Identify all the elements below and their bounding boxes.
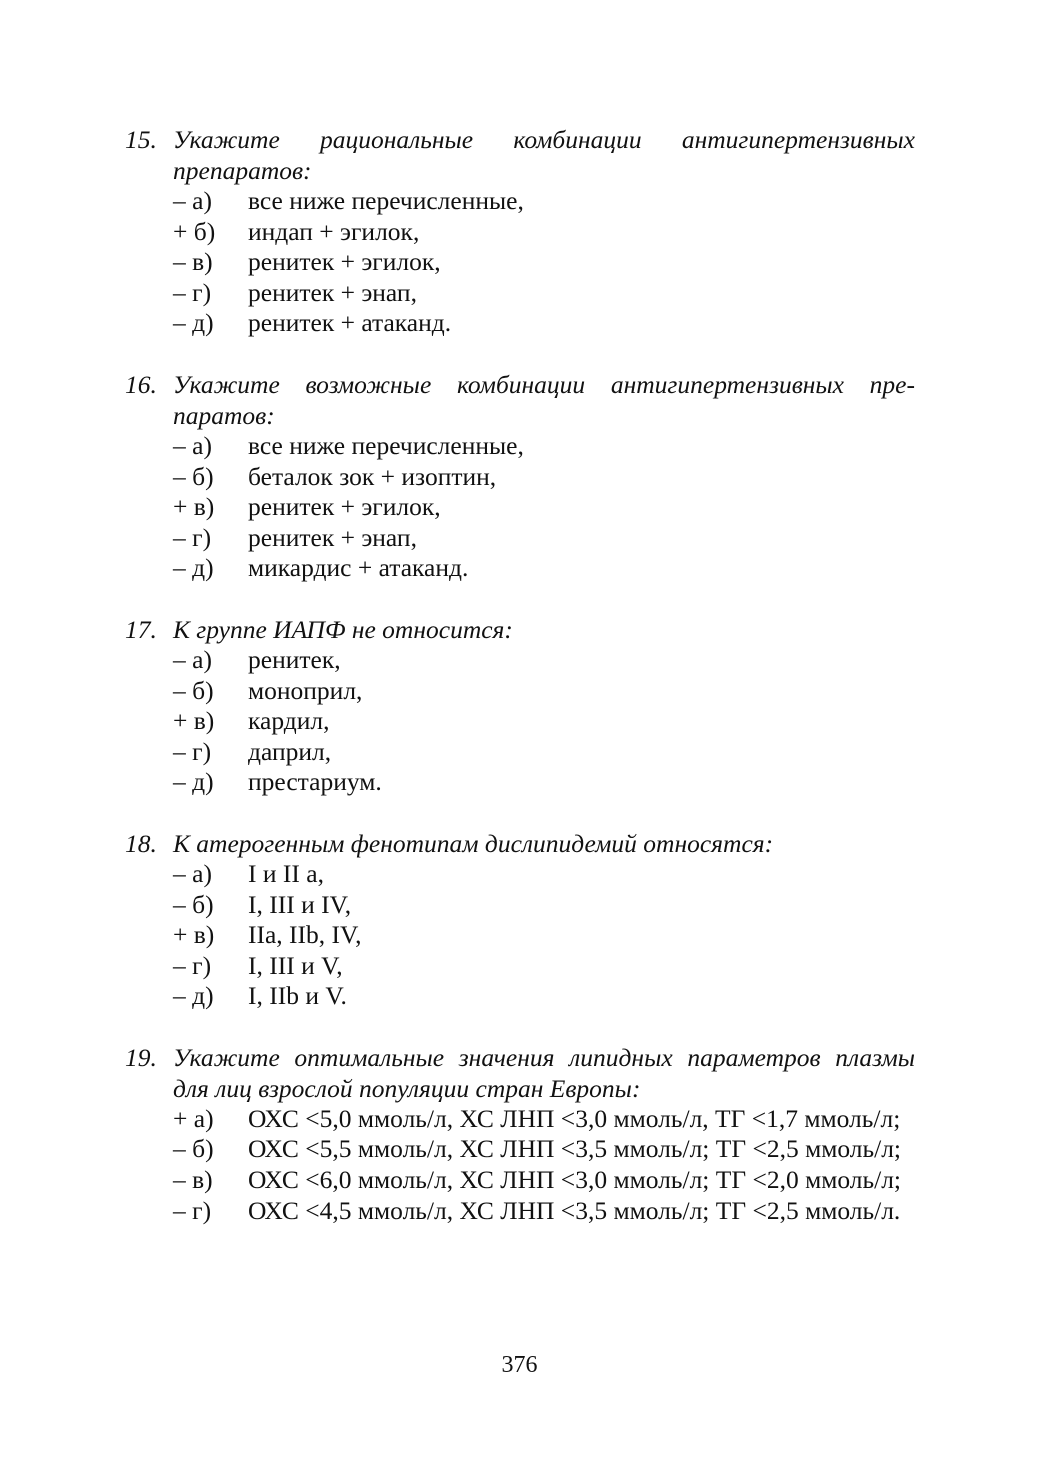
option-mark: – д): [173, 767, 214, 797]
option-mark: – г): [173, 736, 212, 766]
question-number: 18.: [125, 828, 157, 858]
option-text: I, III и IV,: [248, 889, 352, 919]
question-header: [125, 369, 915, 431]
option-text: индап + эгилок,: [248, 216, 420, 246]
answer-option: [125, 737, 915, 768]
question-header: [125, 124, 915, 186]
option-mark: – б): [173, 889, 214, 919]
option-text: ОХС <5,0 ммоль/л, ХС ЛНП <3,0 ммоль/л, ТГ <1,7 ммоль/л;: [248, 1103, 901, 1133]
answer-option: [125, 645, 915, 676]
option-text: I и II а,: [248, 858, 324, 888]
option-text: ренитек,: [248, 644, 341, 674]
option-text: ренитек + атаканд.: [248, 308, 452, 338]
option-mark: – а): [173, 644, 212, 674]
option-mark: – г): [173, 277, 212, 307]
option-text: даприл,: [248, 736, 332, 766]
option-text: ОХС <4,5 ммоль/л, ХС ЛНП <3,5 ммоль/л; ТГ <2,5 ммоль/л.: [248, 1195, 901, 1225]
option-text: моноприл,: [248, 675, 363, 705]
option-text: ренитек + эгилок,: [248, 492, 441, 522]
answer-option: [125, 186, 915, 217]
option-mark: – д): [173, 981, 214, 1011]
answer-option: [125, 431, 915, 462]
answer-option: [125, 859, 915, 890]
question-text: Укажите оптимальные значения липидных параметров плазмы для лиц взрослой популяции стран Европы:: [173, 1042, 915, 1103]
question-number: 15.: [125, 125, 157, 154]
option-text: ренитек + энап,: [248, 522, 417, 552]
answer-option: [125, 247, 915, 278]
option-mark: – в): [173, 247, 213, 277]
question-header: [125, 614, 915, 645]
answer-option: [125, 308, 915, 339]
option-mark: + в): [173, 492, 215, 522]
question-18: [125, 828, 915, 1012]
option-text: ренитек + эгилок,: [248, 247, 441, 277]
option-mark: – б): [173, 1134, 214, 1164]
question-text: Укажите возможные комбинации антигипертензивных пре-паратов:: [173, 369, 915, 430]
answer-option: [125, 706, 915, 737]
answer-option: [125, 1104, 915, 1135]
option-mark: + а): [173, 1103, 214, 1133]
question-text: К атерогенным фенотипам дислипидемий относятся:: [173, 828, 774, 858]
option-mark: + б): [173, 216, 216, 246]
option-mark: – б): [173, 461, 214, 491]
option-mark: + в): [173, 706, 215, 736]
answer-option: [125, 767, 915, 798]
answer-option: [125, 890, 915, 921]
option-mark: – в): [173, 1165, 213, 1195]
option-text: микардис + атаканд.: [248, 553, 469, 583]
question-17: [125, 614, 915, 798]
answer-option: [125, 553, 915, 584]
question-text: К группе ИАПФ не относится:: [173, 614, 513, 644]
answer-option: [125, 1196, 915, 1227]
option-text: кардил,: [248, 706, 330, 736]
option-text: ренитек + энап,: [248, 277, 417, 307]
option-text: I, III и V,: [248, 950, 343, 980]
question-text: Укажите рациональные комбинации антигипертензивных препаратов:: [173, 125, 915, 185]
answer-option: [125, 462, 915, 493]
option-mark: + в): [173, 920, 215, 950]
answer-option: [125, 1134, 915, 1165]
option-mark: – г): [173, 522, 212, 552]
question-16: [125, 369, 915, 584]
question-header: [125, 828, 915, 859]
option-text: ОХС <5,5 ммоль/л, ХС ЛНП <3,5 ммоль/л; ТГ <2,5 ммоль/л;: [248, 1134, 902, 1164]
option-text: ОХС <6,0 ммоль/л, ХС ЛНП <3,0 ммоль/л; ТГ <2,0 ммоль/л;: [248, 1165, 902, 1195]
answer-option: [125, 676, 915, 707]
option-text: I, IIb и V.: [248, 981, 347, 1011]
option-mark: – д): [173, 308, 214, 338]
option-text: IIa, IIb, IV,: [248, 920, 362, 950]
question-header: [125, 1042, 915, 1104]
option-text: все ниже перечисленные,: [248, 430, 524, 460]
answer-option: [125, 1165, 915, 1196]
option-text: престариум.: [248, 767, 382, 797]
page-number: 376: [501, 1352, 538, 1378]
option-mark: – а): [173, 430, 212, 460]
question-number: 17.: [125, 614, 157, 644]
question-number: 16.: [125, 369, 157, 399]
option-text: беталок зок + изоптин,: [248, 461, 497, 491]
question-19: [125, 1042, 915, 1226]
option-mark: – д): [173, 553, 214, 583]
answer-option: [125, 217, 915, 248]
answer-option: [125, 523, 915, 554]
answer-option: [125, 492, 915, 523]
option-mark: – б): [173, 675, 214, 705]
answer-option: [125, 278, 915, 309]
option-mark: – г): [173, 1195, 212, 1225]
option-mark: – а): [173, 858, 212, 888]
page-body: [125, 124, 915, 1256]
option-mark: – г): [173, 950, 212, 980]
answer-option: [125, 951, 915, 982]
answer-option: [125, 981, 915, 1012]
answer-option: [125, 920, 915, 951]
question-15: [125, 124, 915, 339]
option-text: все ниже перечисленные,: [248, 186, 524, 215]
option-mark: – а): [173, 186, 212, 215]
question-number: 19.: [125, 1042, 157, 1072]
